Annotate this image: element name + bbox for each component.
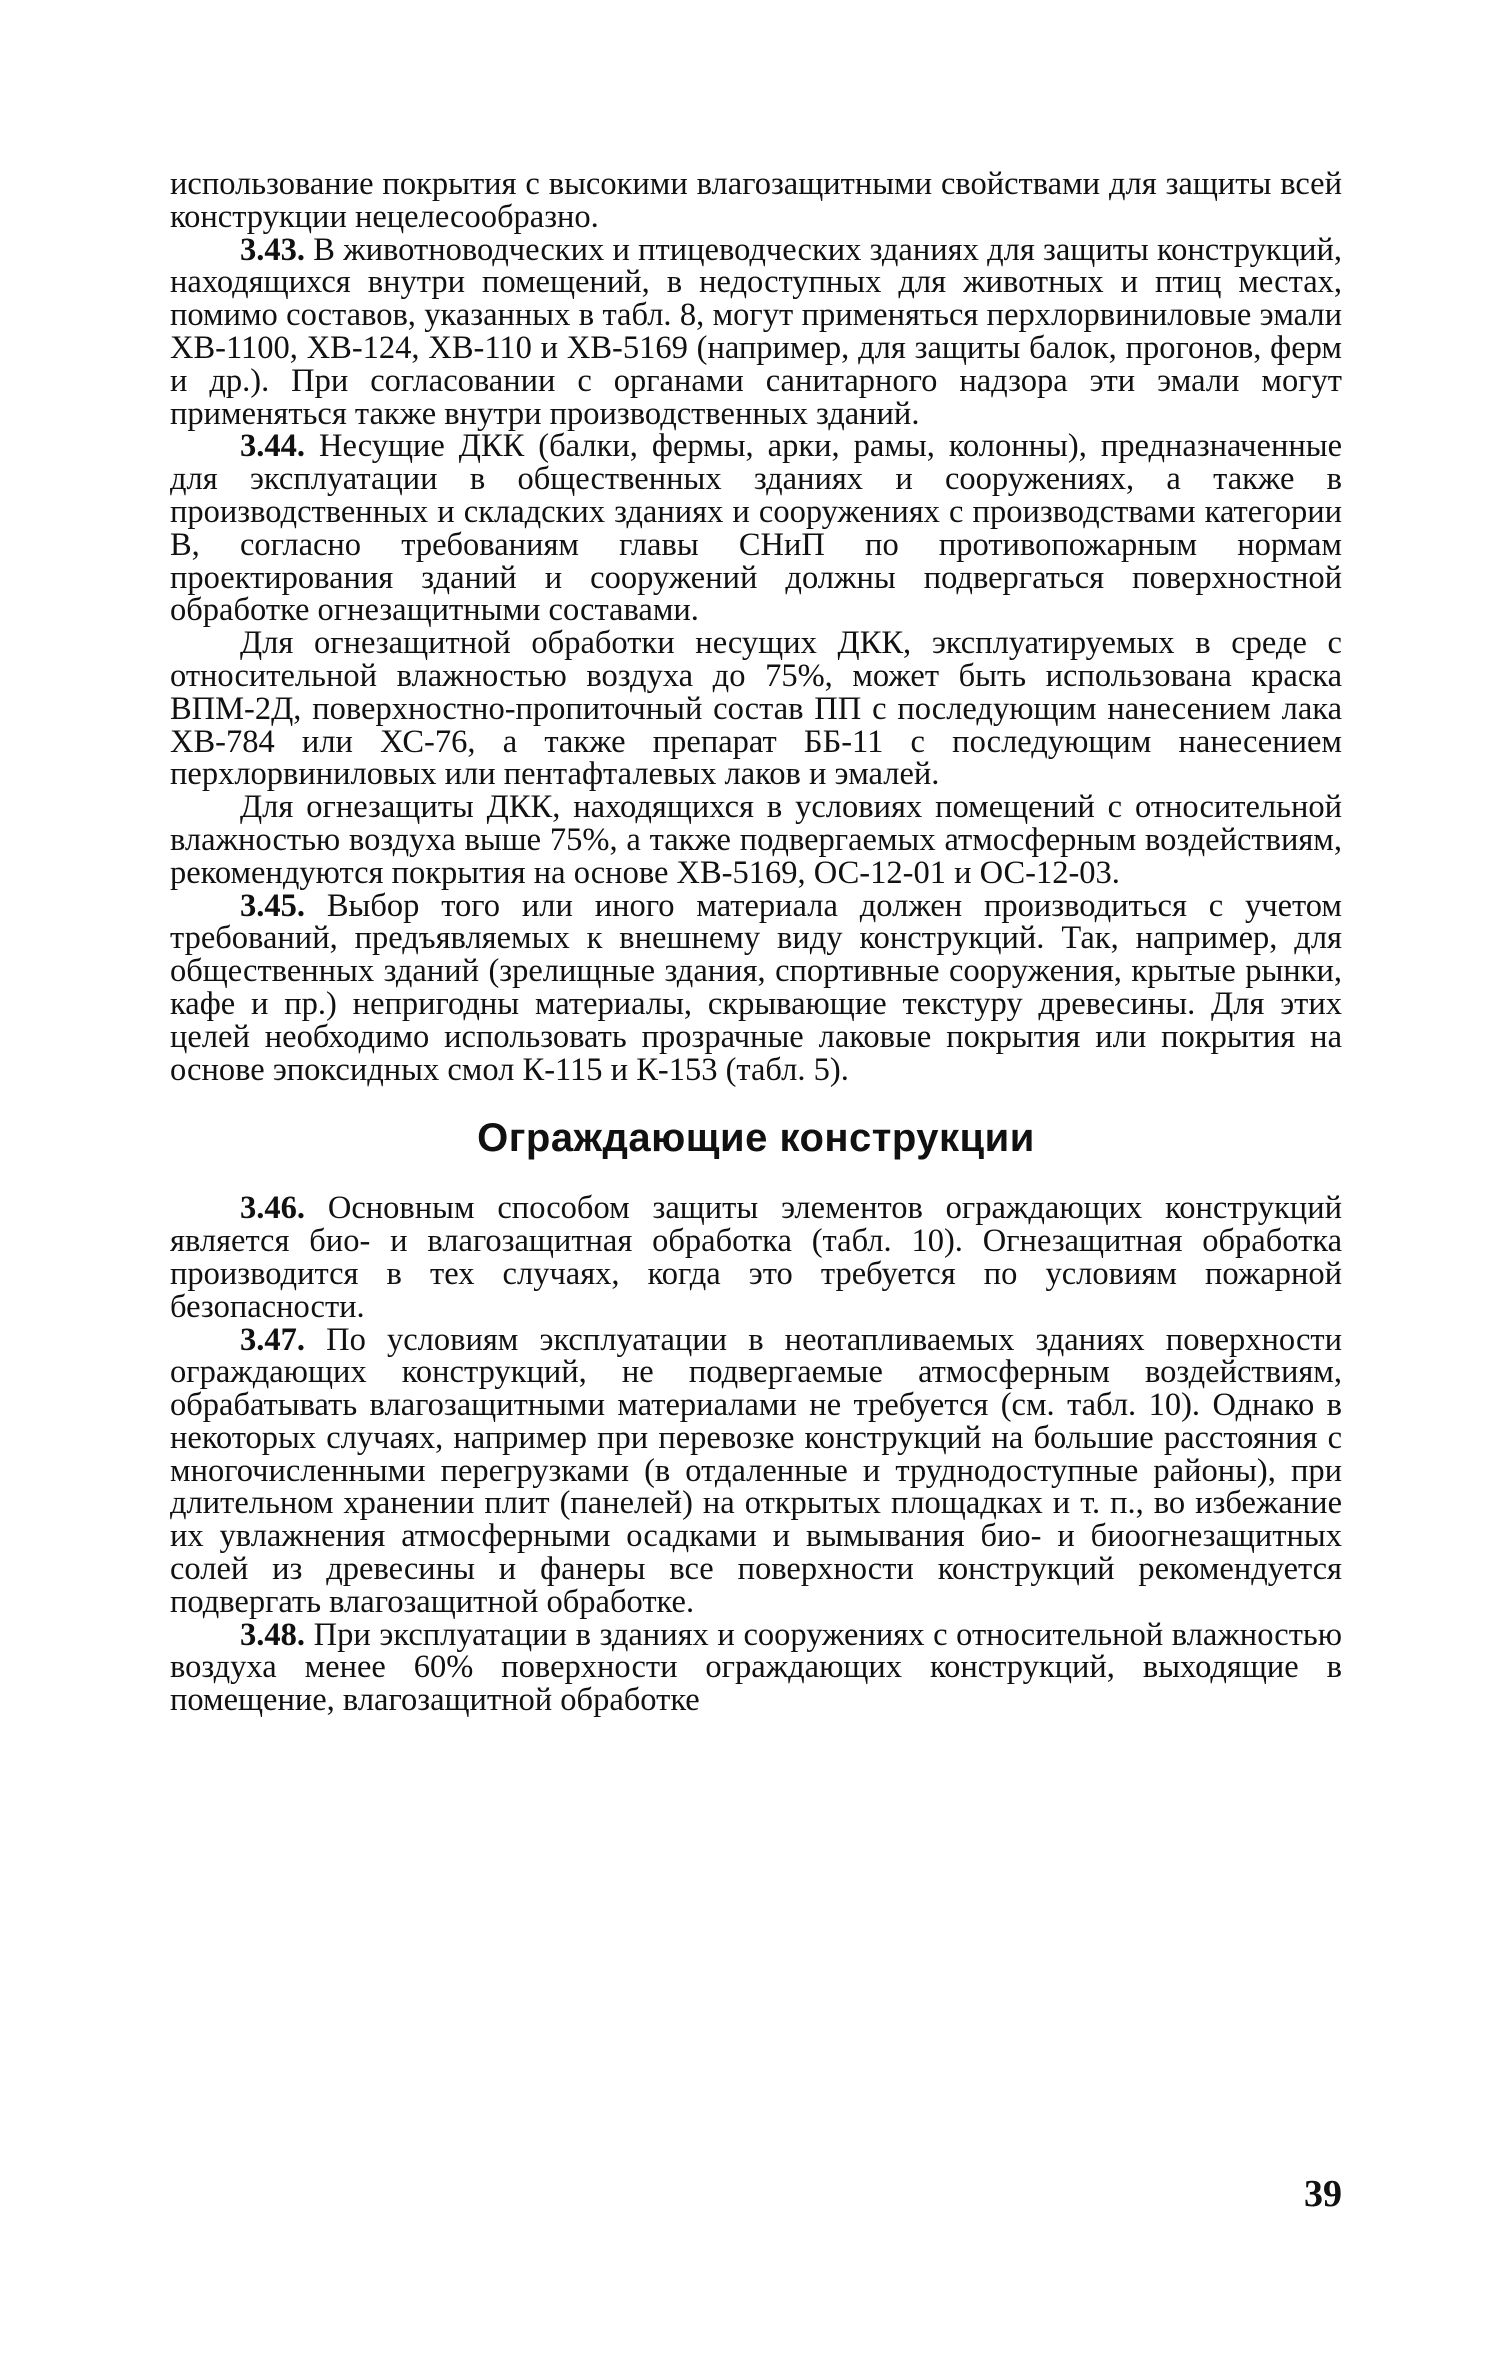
paragraph-text: Несущие ДКК (балки, фермы, арки, рамы, колонны), предназначенные для эксплуатации в общественных зданиях и сооружениях, а также в производственных и складских зданиях и сооружениях с производствами категории В, согласно требованиям главы СНиП по противопожарным нормам проектирования зданий и сооружений должны подвергаться поверхностной обработке огнезащитными составами.: [170, 428, 1342, 629]
paragraph-continuation: [170, 168, 1342, 234]
paragraph-number: 3.45.: [240, 887, 305, 924]
paragraph-text: При эксплуатации в зданиях и сооружениях с относительной влажностью воздуха менее 60% поверхности ограждающих конструкций, выходящие в помещение, влагозащитной обработке: [170, 1616, 1342, 1719]
paragraph-3-43: [170, 231, 1342, 432]
paragraph-number: 3.48.: [240, 1616, 305, 1653]
paragraph-text: Для огнезащиты ДКК, находящихся в условиях помещений с относительной влажностью воздуха выше 75%, а также подвергаемых атмосферным воздействиям, рекомендуются покрытия на основе ХВ-5169, ОС-12-01 и ОС-12-03.: [170, 789, 1342, 891]
paragraph-number: 3.46.: [240, 1190, 305, 1227]
paragraph-text: По условиям эксплуатации в неотапливаемых зданиях поверхности ограждающих конструкций, не подвергаемые атмосферным воздействиям, обрабатывать влагозащитными материалами не требуется (см. табл. 10). Однако в некоторых случаях, например при перевозке конструкций на большие расстояния с многочисленными перегрузками (в отдаленные и труднодоступные районы), при длительном хранении плит (панелей) на открытых площадках и т. п., во избежание их увлажнения атмосферными осадками и вымывания био- и биоогнезащитных солей из древесины и фанеры все поверхности конструкций рекомендуется подвергать влагозащитной обработке.: [170, 1321, 1342, 1620]
paragraph-text: Основным способом защиты элементов ограждающих конструкций является био- и влагозащитная обработка (табл. 10). Огнезащитная обработка производится в тех случаях, когда это требуется по условиям пожарной безопасности.: [170, 1190, 1342, 1325]
paragraph-3-44: [170, 430, 1342, 627]
paragraph-text: В животноводческих и птицеводческих зданиях для защиты конструкций, находящихся внутри помещений, в недоступных для животных и птиц местах, помимо составов, указанных в табл. 8, могут применяться перхлорвиниловые эмали ХВ-1100, ХВ-124, ХВ-110 и ХВ-5169 (например, для защиты балок, прогонов, ферм и др.). При согласовании с органами санитарного надзора эти эмали могут применяться также внутри производственных зданий.: [170, 231, 1342, 432]
paragraph-3-45: [170, 887, 1342, 1088]
page-number: 39: [1304, 2173, 1342, 2215]
paragraph-3-46: [170, 1192, 1342, 1323]
paragraph-number: 3.47.: [240, 1321, 305, 1358]
paragraph-3-48: [170, 1616, 1342, 1719]
paragraph-number: 3.43.: [240, 231, 305, 268]
paragraph-3-47: [170, 1321, 1342, 1620]
book-page: [170, 168, 1342, 2288]
section-heading: Ограждающие конструкции: [477, 1116, 1035, 1161]
paragraph-number: 3.44.: [240, 428, 305, 465]
paragraph-text: Для огнезащитной обработки несущих ДКК, эксплуатируемых в среде с относительной влажностью воздуха до 75%, может быть использована краска ВПМ-2Д, поверхностно-пропиточный состав ПП с последующим нанесением лака ХВ-784 или ХС-76, а также препарат ББ-11 с последующим нанесением перхлорвиниловых или пентафталевых лаков и эмалей.: [170, 625, 1342, 793]
paragraph-text: Выбор того или иного материала должен производиться с учетом требований, предъявляемых к внешнему виду конструкций. Так, например, для общественных зданий (зрелищные здания, спортивные сооружения, крытые рынки, кафе и пр.) непригодны материалы, скрывающие текстуру древесины. Для этих целей необходимо использовать прозрачные лаковые покрытия или покрытия на основе эпоксидных смол К-115 и К-153 (табл. 5).: [170, 887, 1342, 1088]
paragraph-fireproofing-humid: [170, 791, 1342, 889]
paragraph-text: использование покрытия с высокими влагозащитными свойствами для защиты всей конструкции нецелесообразно.: [170, 166, 1342, 235]
paragraph-fireproofing-dry: [170, 627, 1342, 791]
